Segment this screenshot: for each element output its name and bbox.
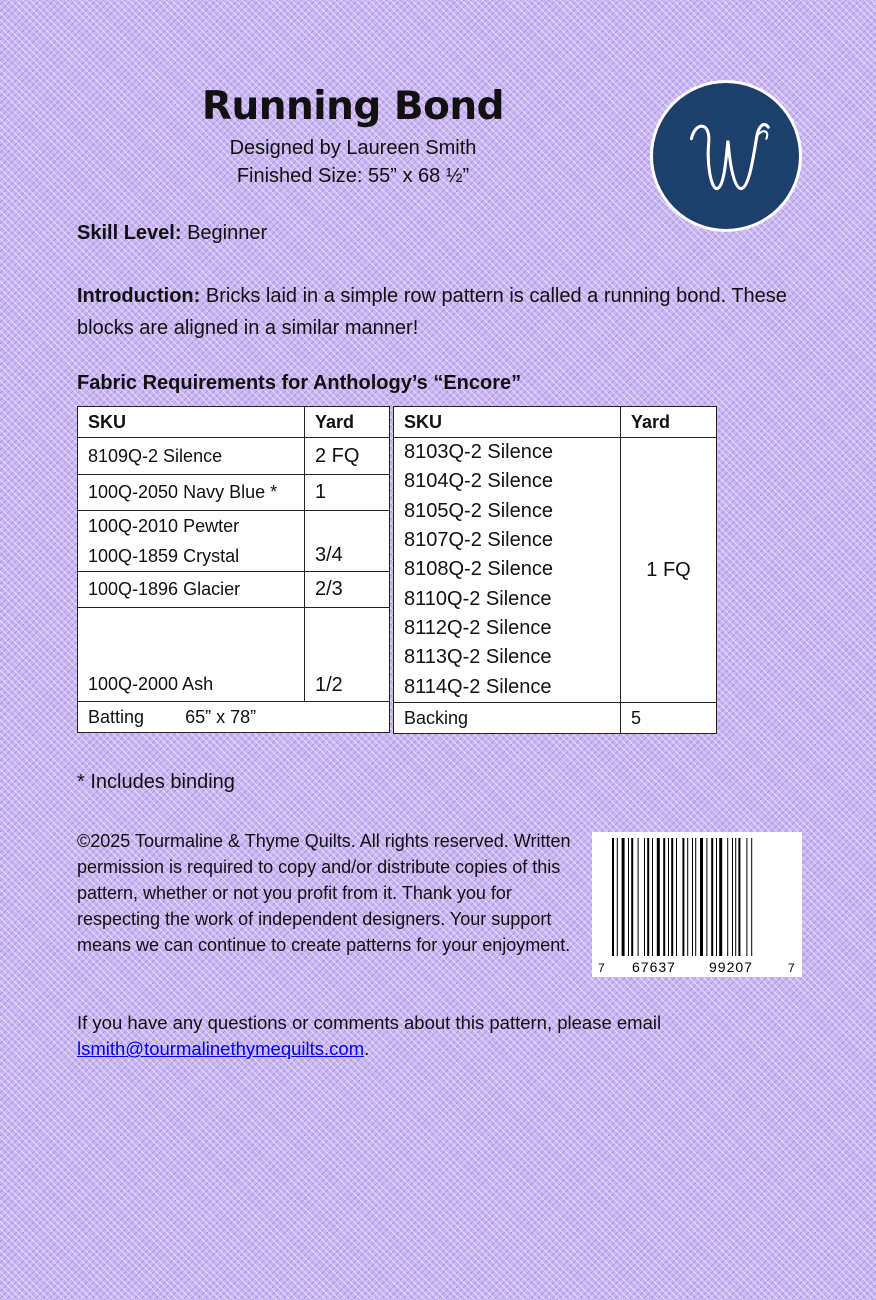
yard-cell: 2 FQ bbox=[305, 438, 390, 475]
brand-logo bbox=[650, 80, 802, 232]
sku-line: 8107Q-2 Silence bbox=[404, 529, 553, 552]
sku-line: 8114Q-2 Silence bbox=[404, 675, 552, 698]
sku-cell: 100Q-1896 Glacier bbox=[78, 572, 305, 608]
w-monogram-icon bbox=[653, 83, 799, 229]
column-header-yard: Yard bbox=[305, 407, 390, 438]
yard-cell: 1 bbox=[305, 475, 390, 511]
email-link[interactable]: lsmith@tourmalinethymequilts.com bbox=[77, 1038, 365, 1059]
column-header-yard: Yard bbox=[621, 407, 717, 438]
fabric-table-right bbox=[393, 406, 717, 734]
barcode bbox=[592, 832, 802, 977]
finished-size: Finished Size: 55” x 68 ½” bbox=[236, 165, 470, 187]
sku-line: 8108Q-2 Silence bbox=[404, 558, 553, 581]
contact-end: . bbox=[364, 1038, 370, 1059]
table-row bbox=[78, 608, 390, 702]
contact-text: If you have any questions or comments about this pattern, please email bbox=[77, 1012, 662, 1033]
designer-credit: Designed by Laureen Smith bbox=[229, 137, 477, 159]
backing-yard: 5 bbox=[621, 703, 717, 734]
sku-cell bbox=[78, 511, 305, 572]
batting-cell bbox=[78, 702, 390, 733]
sku-cell: 100Q-2000 Ash bbox=[78, 608, 305, 702]
yard-cell: 1 FQ bbox=[621, 438, 717, 703]
introduction bbox=[77, 280, 797, 344]
sku-line: 8103Q-2 Silence bbox=[404, 441, 553, 464]
batting-size: 65” x 78” bbox=[185, 706, 257, 727]
sku-line: 8110Q-2 Silence bbox=[404, 587, 552, 610]
yard-cell: 2/3 bbox=[305, 572, 390, 608]
sku-line: 8104Q-2 Silence bbox=[404, 470, 553, 493]
fabric-requirements-heading: Fabric Requirements for Anthology’s “Encore” bbox=[77, 372, 522, 394]
skill-level bbox=[77, 222, 267, 245]
barcode-digit: 7 bbox=[788, 961, 795, 975]
table-row bbox=[394, 703, 717, 734]
table-row bbox=[78, 572, 390, 608]
skill-label: Skill Level: bbox=[77, 222, 182, 244]
table-row bbox=[78, 438, 390, 475]
barcode-digits: 67637 bbox=[632, 959, 676, 975]
barcode-bars-icon bbox=[592, 832, 802, 977]
fabric-table-left bbox=[77, 406, 390, 733]
sku-line: 8112Q-2 Silence bbox=[404, 616, 552, 639]
table-row bbox=[394, 438, 717, 703]
sku-cell: 100Q-2050 Navy Blue * bbox=[78, 475, 305, 511]
sku-cell: 8109Q-2 Silence bbox=[78, 438, 305, 475]
skill-value: Beginner bbox=[187, 222, 268, 244]
yard-cell: 3/4 bbox=[305, 511, 390, 572]
intro-label: Introduction: bbox=[77, 285, 201, 307]
sku-line: 100Q-2010 Pewter bbox=[88, 516, 240, 536]
sku-line: 100Q-1859 Crystal bbox=[88, 546, 240, 566]
barcode-digit: 7 bbox=[598, 961, 605, 975]
contact-info bbox=[77, 1010, 797, 1062]
column-header-sku: SKU bbox=[78, 407, 305, 438]
sku-line: 8113Q-2 Silence bbox=[404, 646, 552, 669]
sku-line: 8105Q-2 Silence bbox=[404, 499, 553, 522]
intro-text: Bricks laid in a simple row pattern is called a running bond. These blocks are aligned in a similar manner! bbox=[77, 285, 787, 339]
yard-cell: 1/2 bbox=[305, 608, 390, 702]
pattern-title: Running Bond bbox=[201, 84, 505, 129]
column-header-sku: SKU bbox=[394, 407, 621, 438]
sku-list-cell bbox=[394, 438, 621, 703]
table-row bbox=[78, 475, 390, 511]
copyright-notice: ©2025 Tourmaline & Thyme Quilts. All rights reserved. Written permission is required to copy and/or distribute copies of this pattern, whether or not you profit from it. Thank you for respecting the work of independent designers. Your support means we can continue to create patterns for your enjoyment. bbox=[77, 831, 571, 955]
backing-label: Backing bbox=[394, 703, 621, 734]
binding-note: * Includes binding bbox=[77, 771, 235, 793]
table-row bbox=[78, 702, 390, 733]
table-row bbox=[78, 511, 390, 572]
batting-label: Batting bbox=[88, 706, 145, 727]
barcode-digits: 99207 bbox=[709, 959, 753, 975]
